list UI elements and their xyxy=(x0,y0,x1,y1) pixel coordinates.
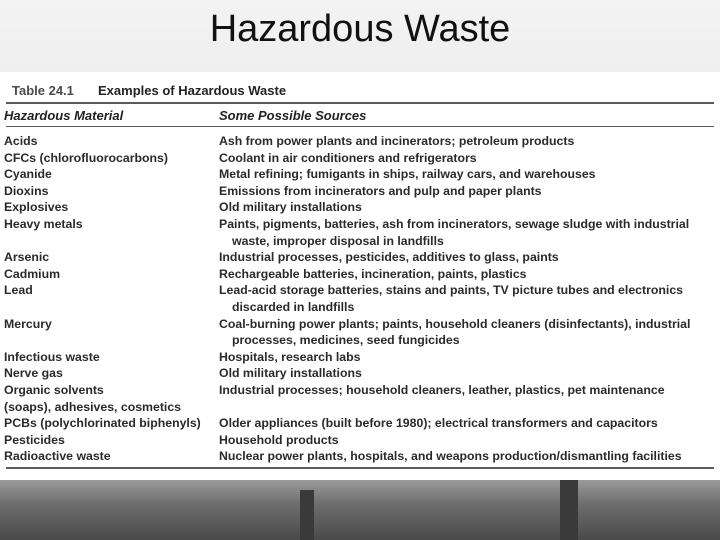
possible-sources-cell xyxy=(219,316,716,349)
hazardous-material-cell: Arsenic xyxy=(4,250,50,265)
source-line: Ash from power plants and incinerators; petroleum products xyxy=(219,134,575,148)
possible-sources-cell xyxy=(219,199,716,216)
source-line: Industrial processes, pesticides, additives to glass, paints xyxy=(219,250,559,265)
possible-sources-cell xyxy=(219,183,716,200)
source-line: Coal-burning power plants; paints, household cleaners (disinfectants), industrial xyxy=(219,316,691,331)
hazardous-material-cell: Organic solvents xyxy=(4,382,104,397)
header-sources: Some Possible Sources xyxy=(219,108,367,123)
possible-sources-cell xyxy=(219,399,716,416)
table-row xyxy=(4,282,716,315)
table-row xyxy=(4,166,716,183)
table-row xyxy=(4,399,716,416)
possible-sources-cell xyxy=(219,166,716,183)
table-bottom-rule xyxy=(6,467,714,469)
source-line: Old military installations xyxy=(219,366,362,381)
table-row xyxy=(4,365,716,382)
background-photo xyxy=(0,480,720,540)
table-row xyxy=(4,199,716,216)
slide-title: Hazardous Waste xyxy=(209,8,511,50)
hazardous-material-cell: Acids xyxy=(4,134,38,148)
source-line: Nuclear power plants, hospitals, and weapons production/dismantling facilities xyxy=(219,449,682,464)
hazardous-material-cell: PCBs (polychlorinated biphenyls) xyxy=(4,416,201,431)
source-line: Older appliances (built before 1980); electrical transformers and capacitors xyxy=(219,416,658,431)
table-body xyxy=(4,133,716,465)
table-row xyxy=(4,133,716,150)
table-title: Examples of Hazardous Waste xyxy=(98,83,287,98)
table-row xyxy=(4,448,716,465)
table-header-rule xyxy=(6,126,714,127)
table-row xyxy=(4,382,716,399)
possible-sources-cell xyxy=(219,432,716,449)
table-row xyxy=(4,183,716,200)
possible-sources-cell xyxy=(219,133,716,150)
source-continuation-line: waste, improper disposal in landfills xyxy=(232,233,444,248)
source-line: Lead-acid storage batteries, stains and paints, TV picture tubes and electronics xyxy=(219,283,683,298)
source-line: Hospitals, research labs xyxy=(219,349,361,364)
hazardous-material-cell: Mercury xyxy=(4,316,52,331)
smokestack-shape xyxy=(560,480,578,540)
source-line: Paints, pigments, batteries, ash from incinerators, sewage sludge with industrial xyxy=(219,216,690,231)
table-row xyxy=(4,266,716,283)
source-line: Industrial processes; household cleaners, leather, plastics, pet maintenance xyxy=(219,382,665,397)
hazardous-material-cell: Cadmium xyxy=(4,266,61,281)
hazardous-material-cell: (soaps), adhesives, cosmetics xyxy=(4,399,182,414)
source-line: Emissions from incinerators and pulp and paper plants xyxy=(219,183,542,198)
hazardous-material-cell: Heavy metals xyxy=(4,216,83,231)
possible-sources-cell xyxy=(219,349,716,366)
hazardous-material-cell: Infectious waste xyxy=(4,349,100,364)
source-line: Old military installations xyxy=(219,200,362,215)
possible-sources-cell xyxy=(219,216,716,249)
possible-sources-cell xyxy=(219,382,716,399)
source-line: Rechargeable batteries, incineration, paints, plastics xyxy=(219,266,527,281)
hazardous-material-cell: Explosives xyxy=(4,200,69,215)
possible-sources-cell xyxy=(219,150,716,167)
table-row xyxy=(4,316,716,349)
source-line: Coolant in air conditioners and refrigerators xyxy=(219,150,477,165)
possible-sources-cell xyxy=(219,266,716,283)
possible-sources-cell xyxy=(219,448,716,465)
header-material: Hazardous Material xyxy=(4,108,124,123)
possible-sources-cell xyxy=(219,415,716,432)
possible-sources-cell xyxy=(219,365,716,382)
table-row xyxy=(4,349,716,366)
hazardous-material-cell: Dioxins xyxy=(4,183,49,198)
possible-sources-cell xyxy=(219,249,716,266)
table-top-rule xyxy=(6,102,714,104)
hazardous-material-cell: Radioactive waste xyxy=(4,449,111,464)
table-row xyxy=(4,216,716,249)
table-row xyxy=(4,415,716,432)
hazardous-material-cell: Cyanide xyxy=(4,167,52,182)
table-row xyxy=(4,249,716,266)
table-number: Table 24.1 xyxy=(12,83,74,98)
table-row xyxy=(4,150,716,167)
table-caption xyxy=(6,80,714,104)
hazardous-material-cell: Pesticides xyxy=(4,432,65,447)
hazardous-material-cell: Lead xyxy=(4,283,33,298)
source-line: Metal refining; fumigants in ships, railway cars, and warehouses xyxy=(219,167,596,182)
source-continuation-line: discarded in landfills xyxy=(232,299,355,314)
hazardous-material-cell: Nerve gas xyxy=(4,366,63,381)
table-row xyxy=(4,432,716,449)
hazardous-material-cell: CFCs (chlorofluorocarbons) xyxy=(4,150,168,165)
smokestack-shape xyxy=(300,490,314,540)
source-continuation-line: processes, medicines, seed fungicides xyxy=(232,333,460,348)
source-line: Household products xyxy=(219,432,339,447)
possible-sources-cell xyxy=(219,282,716,315)
